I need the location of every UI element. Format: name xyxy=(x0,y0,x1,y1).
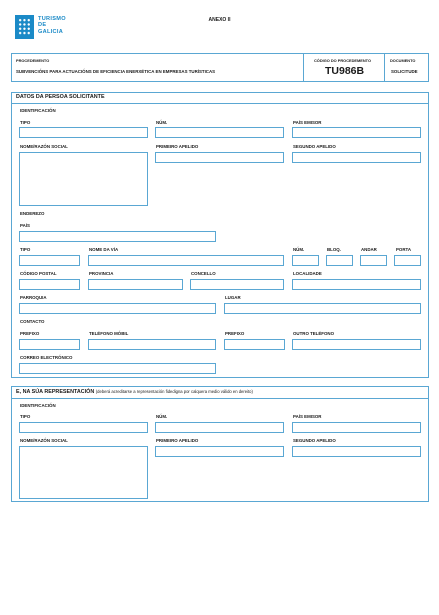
segundo-apelido-label: SEGUNDO APELIDO xyxy=(293,144,336,149)
num-field[interactable] xyxy=(155,127,284,138)
identification-heading: IDENTIFICACIÓN xyxy=(20,403,56,408)
prefixo-label: PREFIXO xyxy=(20,331,40,336)
rep-tipo-field[interactable] xyxy=(19,422,148,433)
prefixo2-field[interactable] xyxy=(224,339,285,350)
lugar-label: LUGAR xyxy=(225,295,241,300)
procedure-label: PROCEDEMENTO xyxy=(16,58,50,63)
tipo-via-label: TIPO xyxy=(20,247,31,252)
divider xyxy=(303,53,304,82)
procedure-code-label: CÓDIGO DO PROCEDEMENTO xyxy=(314,58,371,63)
prefixo-field[interactable] xyxy=(19,339,80,350)
document-label: DOCUMENTO xyxy=(390,58,416,63)
bloq-label: BLOQ. xyxy=(327,247,341,252)
identification-heading: IDENTIFICACIÓN xyxy=(20,108,56,113)
porta-label: PORTA xyxy=(396,247,412,252)
porta-field[interactable] xyxy=(394,255,421,266)
primeiro-apelido-field[interactable] xyxy=(155,152,284,163)
rep-segundo-apelido-field[interactable] xyxy=(292,446,421,457)
divider xyxy=(11,398,429,399)
num-via-field[interactable] xyxy=(292,255,319,266)
bloq-field[interactable] xyxy=(326,255,353,266)
nome-via-field[interactable] xyxy=(88,255,284,266)
num-via-label: NÚM. xyxy=(293,247,305,252)
tipo-via-field[interactable] xyxy=(19,255,80,266)
rep-num-label: NÚM. xyxy=(156,414,168,419)
provincia-field[interactable] xyxy=(88,279,183,290)
provincia-label: PROVINCIA xyxy=(89,271,114,276)
logo-text: TURISMO DE GALICIA xyxy=(38,16,66,35)
outro-telefono-label: OUTRO TELÉFONO xyxy=(293,331,334,336)
segundo-apelido-field[interactable] xyxy=(292,152,421,163)
rep-primeiro-apelido-field[interactable] xyxy=(155,446,284,457)
codigo-postal-label: CÓDIGO POSTAL xyxy=(20,271,57,276)
divider xyxy=(384,53,385,82)
divider xyxy=(11,103,429,104)
concello-field[interactable] xyxy=(190,279,284,290)
parroquia-field[interactable] xyxy=(19,303,216,314)
rep-pais-emisor-label: PAÍS EMISOR xyxy=(293,414,322,419)
telefono-mobil-field[interactable] xyxy=(88,339,216,350)
num-label: NÚM. xyxy=(156,120,168,125)
localidade-label: LOCALIDADE xyxy=(293,271,322,276)
outro-telefono-field[interactable] xyxy=(292,339,421,350)
nome-field[interactable] xyxy=(19,152,148,206)
tipo-label: TIPO xyxy=(20,120,31,125)
nome-via-label: NOME DA VÍA xyxy=(89,247,119,252)
nome-label: NOME/RAZÓN SOCIAL xyxy=(20,144,68,149)
rep-nome-label: NOME/RAZÓN SOCIAL xyxy=(20,438,68,443)
annex-title: ANEXO II xyxy=(208,17,231,23)
prefixo2-label: PREFIXO xyxy=(225,331,245,336)
tipo-field[interactable] xyxy=(19,127,148,138)
address-heading: ENDEREZO xyxy=(20,211,45,216)
rep-num-field[interactable] xyxy=(155,422,284,433)
parroquia-label: PARROQUIA xyxy=(20,295,47,300)
codigo-postal-field[interactable] xyxy=(19,279,80,290)
pais-emisor-label: PAÍS EMISOR xyxy=(293,120,322,125)
correo-label: CORREO ELECTRÓNICO xyxy=(20,355,73,360)
rep-tipo-label: TIPO xyxy=(20,414,31,419)
procedure-code: TU986B xyxy=(325,65,365,77)
pais-label: PAÍS xyxy=(20,223,30,228)
procedure-title: SUBVENCIÓNS PARA ACTUACIÓNS DE EFICIENCIA ENERXÉTICA EN EMPRESAS TURÍSTICAS xyxy=(16,69,216,74)
rep-pais-emisor-field[interactable] xyxy=(292,422,421,433)
pais-emisor-field[interactable] xyxy=(292,127,421,138)
concello-label: CONCELLO xyxy=(191,271,216,276)
document-value: SOLICITUDE xyxy=(391,69,418,74)
primeiro-apelido-label: PRIMEIRO APELIDO xyxy=(156,144,199,149)
rep-nome-field[interactable] xyxy=(19,446,148,499)
telefono-mobil-label: TELÉFONO MÓBIL xyxy=(89,331,129,336)
andar-label: ANDAR xyxy=(361,247,377,252)
correo-field[interactable] xyxy=(19,363,216,374)
pais-field[interactable] xyxy=(19,231,216,242)
rep-primeiro-apelido-label: PRIMEIRO APELIDO xyxy=(156,438,199,443)
contact-heading: CONTACTO xyxy=(20,319,45,324)
representative-section-title: E, NA SÚA REPRESENTACIÓN (deberá acreditarse a representación fidedigna por calquera medio válido en dereito) xyxy=(16,389,253,395)
andar-field[interactable] xyxy=(360,255,387,266)
localidade-field[interactable] xyxy=(292,279,421,290)
lugar-field[interactable] xyxy=(224,303,421,314)
rep-segundo-apelido-label: SEGUNDO APELIDO xyxy=(293,438,336,443)
applicant-section-title: DATOS DA PERSOA SOLICITANTE xyxy=(16,94,105,100)
